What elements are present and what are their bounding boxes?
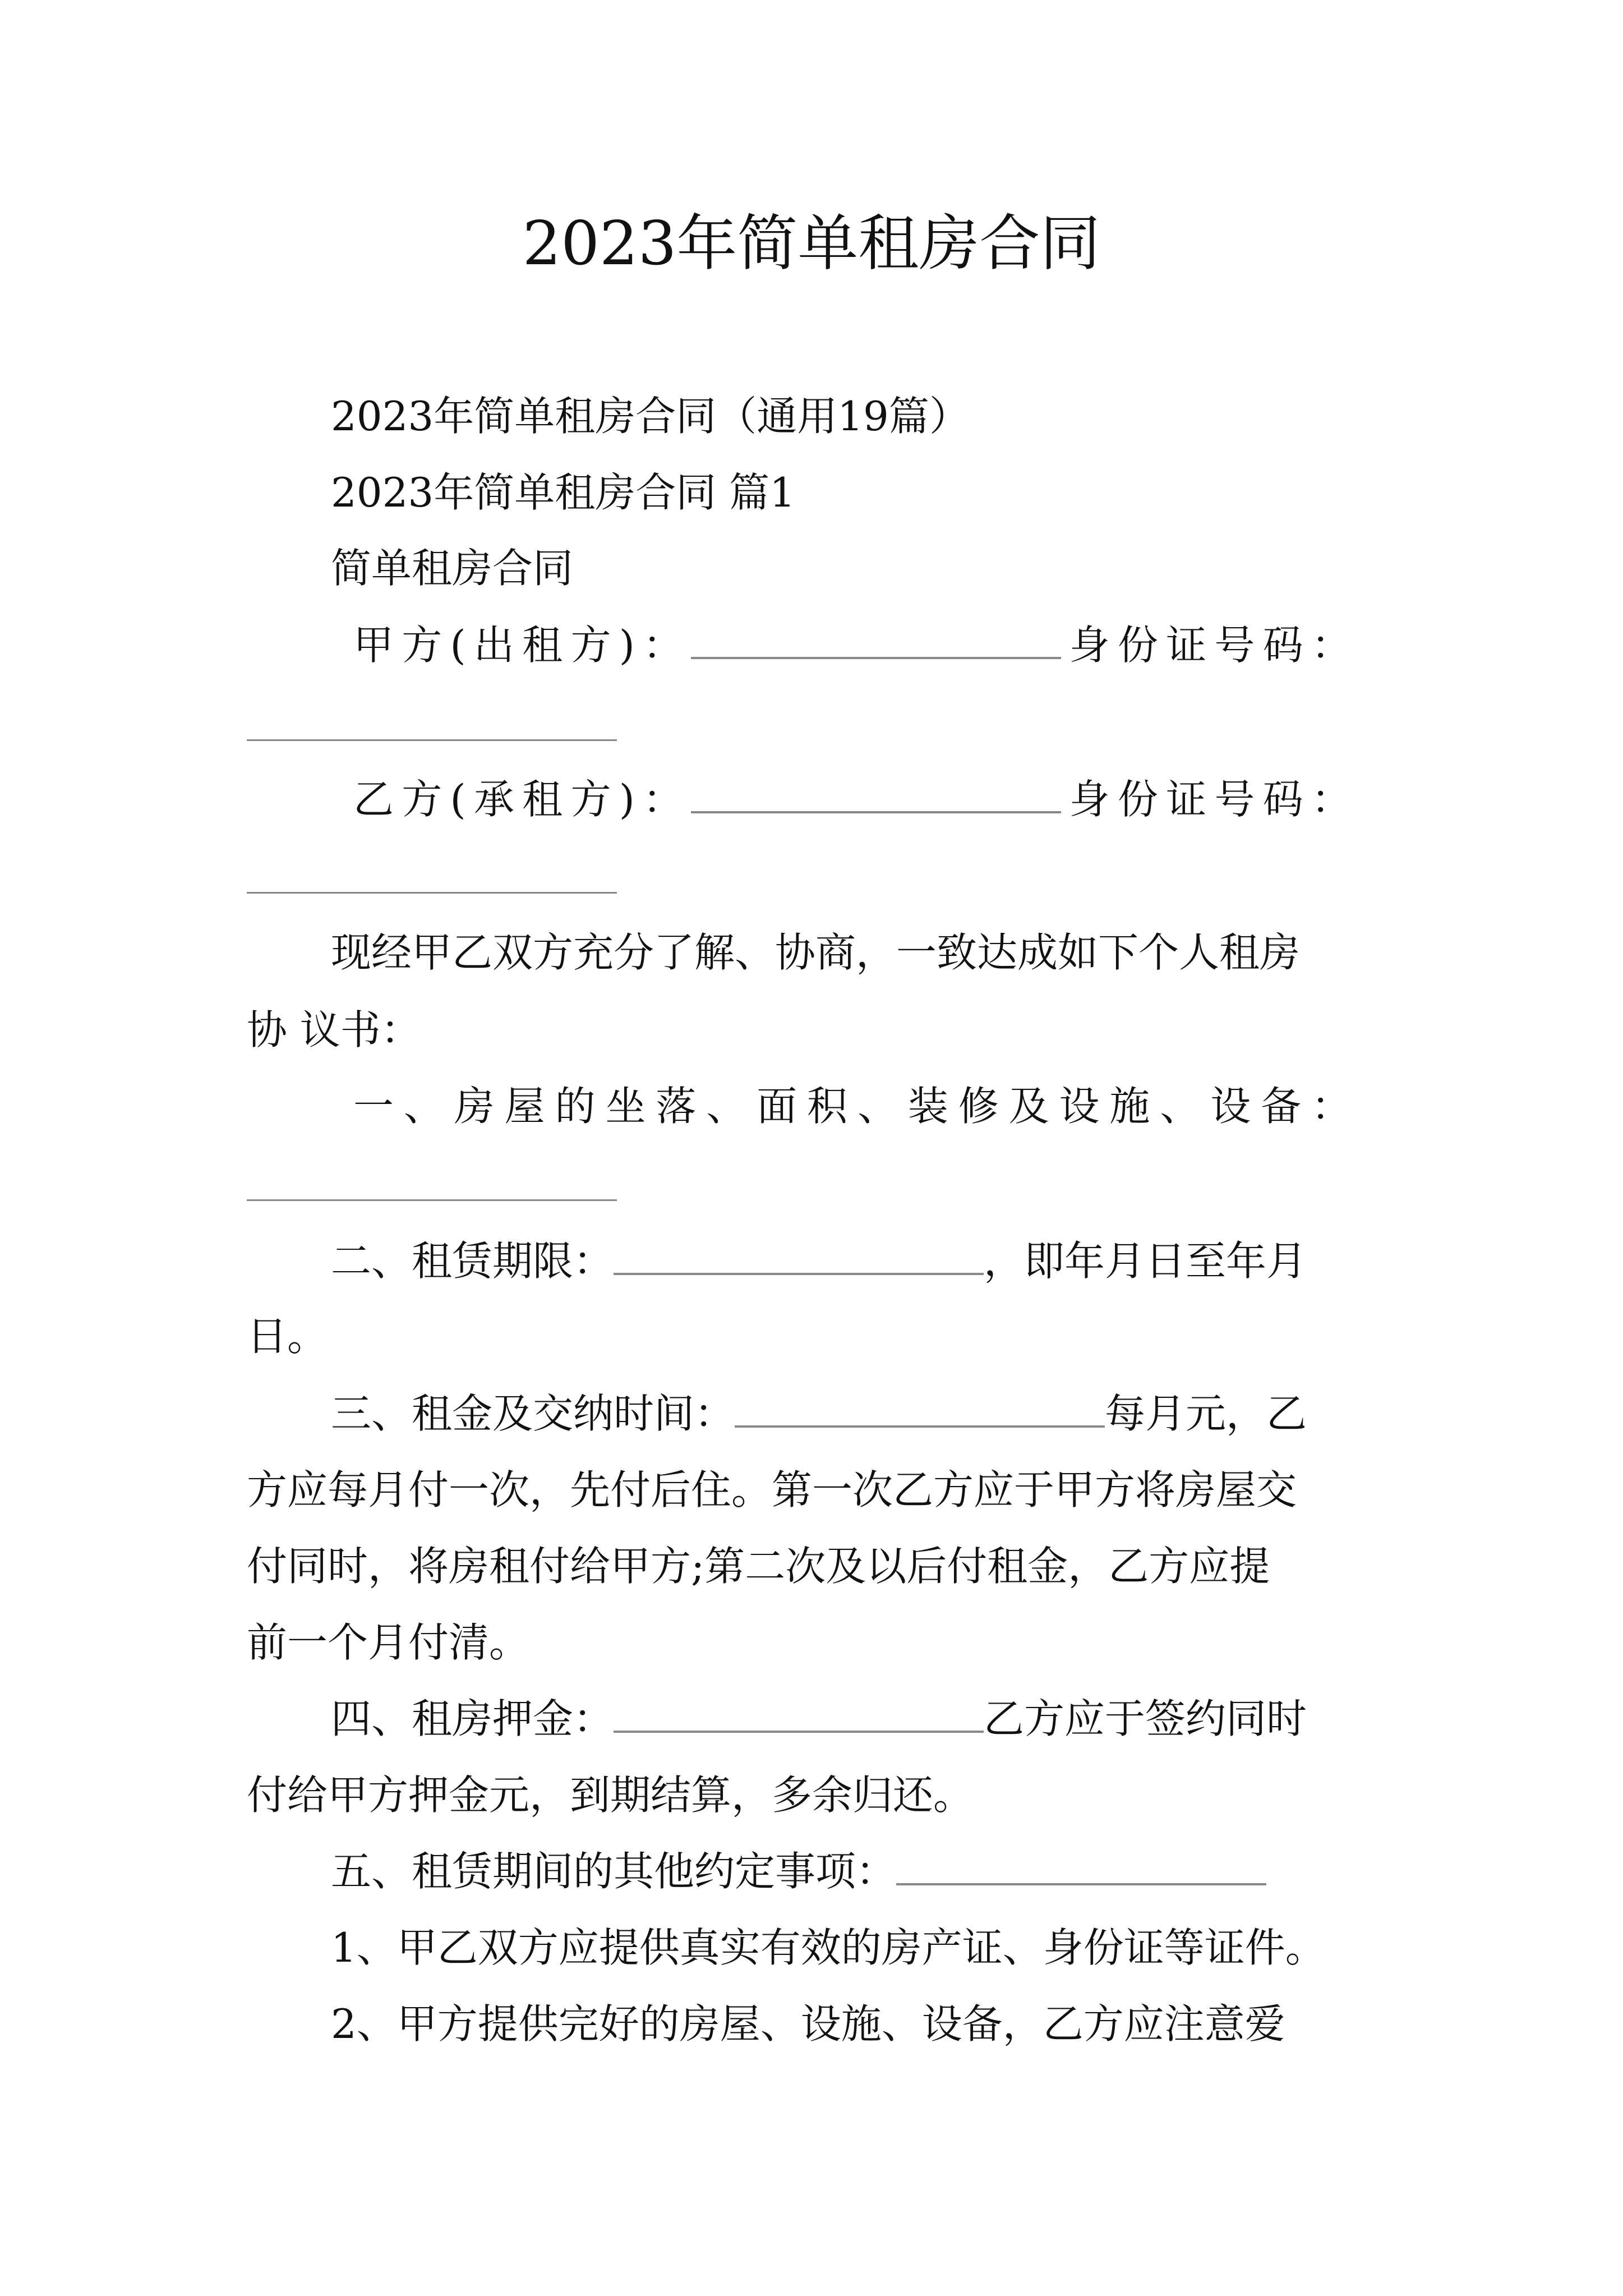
- item-5-row: [331, 1843, 1266, 1899]
- item-5-label: 五、租赁期间的其他约定事项：: [331, 1848, 897, 1895]
- party-b-id-label: 身份证号码：: [1061, 776, 1352, 823]
- item-2-row: [331, 1233, 1307, 1289]
- sub-item-2: 2、甲方提供完好的房屋、设施、设备，乙方应注意爱: [331, 2000, 1285, 2047]
- contract-name: 简单租房合同: [331, 545, 574, 592]
- party-a-id-label: 身份证号码：: [1061, 622, 1352, 669]
- item-4-line-2: 付给甲方押金元，到期结算，多余归还。: [247, 1772, 974, 1819]
- item-3-label: 三、租金及交纳时间：: [331, 1390, 735, 1437]
- party-b-blank: [691, 811, 1061, 813]
- item-4-row: [331, 1691, 1307, 1747]
- item-3-blank: [735, 1425, 1105, 1428]
- party-a-row: [353, 617, 1352, 673]
- item-2-label: 二、租赁期限：: [331, 1237, 614, 1285]
- item-3-row: [331, 1386, 1307, 1442]
- party-b-id-blank: [247, 892, 617, 894]
- item-4-label: 四、租房押金：: [331, 1695, 614, 1742]
- item-4-text: 乙方应于签约同时: [984, 1695, 1307, 1742]
- intro-line-1: 现经甲乙双方充分了解、协商，一致达成如下个人租房: [331, 929, 1301, 976]
- party-b-label: 乙方(承租方)：: [353, 776, 691, 823]
- item-4-blank: [614, 1731, 984, 1733]
- subtitle-line: 2023年简单租房合同（通用19篇）: [331, 393, 970, 440]
- party-b-row: [353, 771, 1352, 827]
- item-5-blank: [896, 1883, 1266, 1885]
- item-2-blank: [614, 1273, 984, 1275]
- item-1: 一、房屋的坐落、面积、装修及设施、设备：: [353, 1083, 1352, 1130]
- item-3-text: 每月元，乙: [1105, 1390, 1307, 1437]
- party-a-label: 甲方(出租方)：: [353, 622, 691, 669]
- item-3-line-4: 前一个月付清。: [247, 1619, 530, 1666]
- item-3-line-3: 付同时，将房租付给甲方;第二次及以后付租金，乙方应提: [247, 1543, 1270, 1590]
- item-1-blank: [247, 1199, 617, 1201]
- party-a-id-blank: [247, 739, 617, 741]
- party-a-blank: [691, 657, 1061, 659]
- item-2-end: 日。: [247, 1313, 328, 1360]
- section-heading: 2023年简单租房合同 篇1: [331, 469, 795, 516]
- document-title: 2023年简单租房合同: [522, 209, 1101, 279]
- item-2-text: ，即年月日至年月: [984, 1237, 1307, 1285]
- sub-item-1: 1、甲乙双方应提供真实有效的房产证、身份证等证件。: [331, 1924, 1326, 1971]
- item-3-line-2: 方应每月付一次，先付后住。第一次乙方应于甲方将房屋交: [247, 1466, 1297, 1513]
- intro-line-2: 协 议书：: [247, 1006, 421, 1053]
